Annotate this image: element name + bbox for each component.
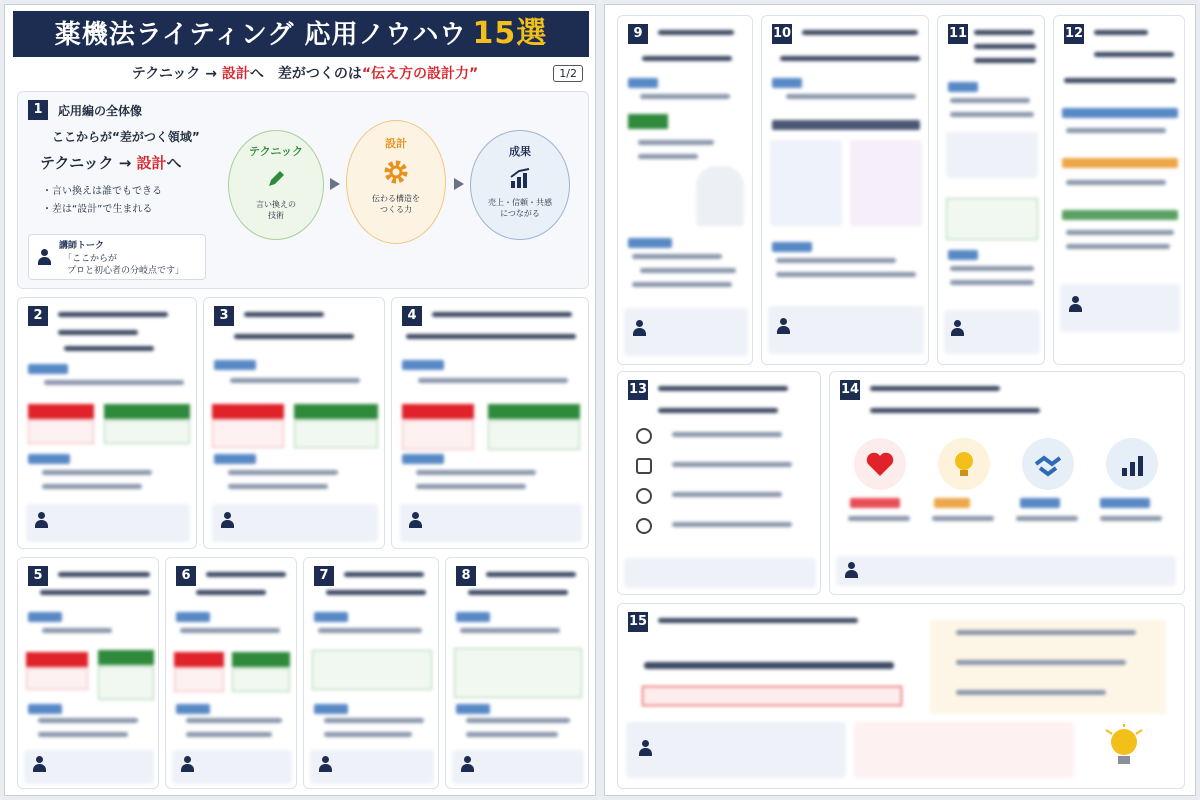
section-card-11 — [937, 15, 1045, 365]
flow-arrow-icon — [330, 178, 340, 190]
section-card-14 — [829, 371, 1185, 595]
flow-technique — [228, 130, 324, 240]
instructor-talk-line: 「ここからが — [63, 254, 118, 264]
section-card-8 — [445, 557, 589, 789]
flow-technique-desc: 技術 — [268, 211, 284, 220]
lightbulb-icon — [1104, 724, 1144, 772]
section-number: 9 — [628, 24, 648, 44]
instructor-talk-line: プロと初心者の分岐点です」 — [67, 266, 185, 276]
instructor-icon — [632, 320, 646, 336]
instructor-talk-label: 講師トーク — [59, 241, 105, 251]
main-text-part: テクニック → — [40, 154, 137, 172]
section-number: 4 — [402, 306, 422, 326]
subtitle-highlight: “伝え方の設計力” — [361, 66, 479, 82]
lightbulb-icon — [938, 438, 990, 490]
growth-chart-icon — [509, 167, 531, 189]
instructor-icon — [638, 740, 652, 756]
page-number-badge: 1/2 — [553, 65, 583, 82]
section-card-9 — [617, 15, 753, 365]
page-title: 薬機法ライティング 応用ノウハウ — [54, 20, 467, 50]
section-card-10 — [761, 15, 929, 365]
section-card-7 — [303, 557, 439, 789]
section-card-2 — [17, 297, 197, 549]
flow-design-desc: 伝わる構造を — [372, 194, 420, 203]
flow-design-title: 設計 — [385, 137, 407, 150]
page-subtitle — [25, 63, 585, 83]
page-two — [604, 4, 1196, 796]
section-card-12 — [1053, 15, 1185, 365]
section-number: 14 — [840, 380, 860, 400]
overview-bullet: ・言い換えは誰でもできる — [42, 186, 162, 197]
section-overview — [17, 91, 589, 289]
instructor-icon — [220, 512, 234, 528]
section-number: 11 — [948, 24, 968, 44]
clock-icon — [636, 428, 652, 444]
instructor-icon — [32, 756, 46, 772]
flow-result-desc: 売上・信頼・共感 — [488, 198, 552, 207]
overview-main-text — [40, 152, 182, 173]
instructor-talk-box — [28, 234, 206, 280]
section-card-15 — [617, 603, 1185, 789]
page-title-bar — [13, 11, 589, 57]
main-text-part: へ — [166, 154, 182, 172]
handshake-icon — [1022, 438, 1074, 490]
instructor-icon — [950, 320, 964, 336]
growth-chart-icon — [1106, 438, 1158, 490]
section-title: 応用編の全体像 — [58, 104, 143, 118]
flow-design-desc: つくる力 — [380, 205, 412, 214]
subtitle-part: テクニック → — [131, 66, 222, 82]
section-number: 3 — [214, 306, 234, 326]
pencil-icon — [266, 169, 286, 189]
overview-bullet: ・差は“設計”で生まれる — [42, 204, 153, 215]
instructor-icon — [776, 318, 790, 334]
section-number: 13 — [628, 380, 648, 400]
section-card-13 — [617, 371, 821, 595]
page-title-count: 15選 — [472, 16, 548, 51]
section-card-5 — [17, 557, 159, 789]
heart-icon — [854, 438, 906, 490]
instructor-icon — [37, 249, 51, 265]
instructor-icon — [180, 756, 194, 772]
page-one — [4, 4, 596, 796]
section-number: 7 — [314, 566, 334, 586]
flow-technique-title: テクニック — [249, 145, 303, 158]
section-card-6 — [165, 557, 297, 789]
flow-result — [470, 130, 570, 240]
instructor-icon — [318, 756, 332, 772]
subtitle-highlight: 設計 — [221, 66, 250, 82]
section-number: 15 — [628, 612, 648, 632]
subtitle-part: へ 差がつくのは — [249, 66, 362, 82]
target-icon — [636, 488, 652, 504]
section-card-4 — [391, 297, 589, 549]
flow-design — [346, 120, 446, 244]
section-number: 12 — [1064, 24, 1084, 44]
instructor-icon — [460, 756, 474, 772]
section-number: 10 — [772, 24, 792, 44]
instructor-icon — [34, 512, 48, 528]
flow-arrow-icon — [454, 178, 464, 190]
flow-technique-desc: 言い換えの — [256, 200, 296, 209]
overview-tagline: ここからが“差がつく領域” — [52, 130, 200, 144]
document-icon — [636, 458, 652, 474]
section-number: 2 — [28, 306, 48, 326]
section-number: 1 — [28, 100, 48, 120]
section-number: 8 — [456, 566, 476, 586]
instructor-icon — [844, 562, 858, 578]
gear-icon — [383, 159, 409, 185]
section-number: 6 — [176, 566, 196, 586]
section-number: 5 — [28, 566, 48, 586]
flow-result-title: 成果 — [509, 145, 531, 158]
flow-result-desc: につながる — [500, 209, 540, 218]
check-icon — [636, 518, 652, 534]
instructor-icon — [1068, 296, 1082, 312]
section-card-3 — [203, 297, 385, 549]
main-text-highlight: 設計 — [136, 154, 167, 172]
instructor-icon — [408, 512, 422, 528]
